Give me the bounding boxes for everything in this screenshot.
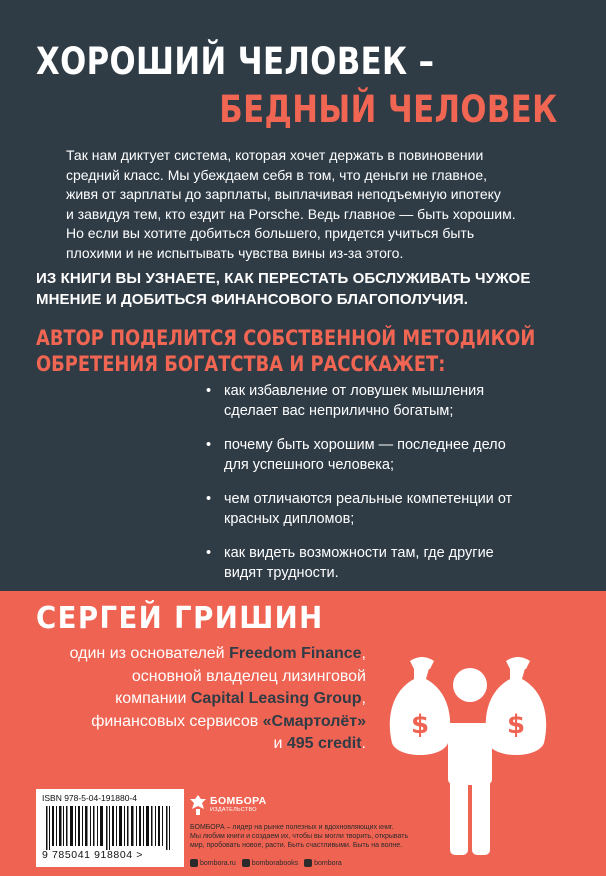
title-line-2: БЕДНЫЙ ЧЕЛОВЕК [219, 88, 558, 131]
intro-line: живя от зарплаты до зарплаты, выплачивая неподъемную ипотеку [66, 186, 501, 202]
bullet-text: для успешного человека; [224, 456, 395, 473]
title-line-1: ХОРОШИЙ ЧЕЛОВЕК – [36, 40, 435, 83]
isbn: ISBN 978-5-04-191880-4 [42, 793, 137, 803]
vk-icon [242, 859, 250, 867]
publisher-socials [190, 859, 342, 867]
learn-line: МНЕНИЕ И ДОБИТЬСЯ ФИНАНСОВОГО БЛАГОПОЛУЧИЯ. [36, 291, 469, 308]
barcode-icon [42, 806, 178, 850]
bullet-item [206, 436, 586, 475]
bullet-text: видят трудности. [224, 564, 339, 581]
social-telegram[interactable] [304, 859, 342, 867]
social-site[interactable] [190, 859, 236, 867]
bio-text: . [361, 735, 366, 752]
author-shares-heading [36, 325, 535, 377]
bio-text: компании [115, 690, 191, 707]
bio-company: 495 credit [286, 735, 362, 752]
learn-statement [36, 268, 596, 310]
dollar-sign: $ [506, 710, 526, 740]
barcode-box [36, 789, 184, 867]
bullet-marker: • [206, 437, 212, 453]
bullet-list [206, 382, 586, 598]
intro-line: Так нам диктует система, которая хочет держать в повиновении [66, 147, 484, 163]
publisher-subtitle: ИЗДАТЕЛЬСТВО [210, 807, 257, 813]
heading-line: АВТОР ПОДЕЛИТСЯ СОБСТВЕННОЙ МЕТОДИКОЙ [36, 326, 536, 350]
bullet-marker: • [206, 383, 212, 399]
intro-line: плохими и не испытывать чувства вины из-за этого. [66, 244, 404, 261]
bio-company: Capital Leasing Group [190, 690, 362, 707]
bullet-text: почему быть хорошим — последнее дело [224, 437, 506, 453]
bullet-marker: • [206, 491, 212, 507]
intro-paragraph [66, 146, 586, 263]
bullet-marker: • [206, 545, 212, 561]
intro-line: и завидуя тем, кто ездит на Porsche. Ведь главное — быть хорошим. [66, 205, 516, 222]
learn-line: ИЗ КНИГИ ВЫ УЗНАЕТЕ, КАК ПЕРЕСТАТЬ ОБСЛУЖИВАТЬ ЧУЖОЕ [36, 270, 531, 287]
author-bio [36, 643, 366, 756]
publisher-name: БОМБОРА [210, 795, 267, 807]
social-label: bombora.ru [200, 859, 236, 867]
bio-text: , [361, 645, 366, 662]
publisher-logo [190, 795, 267, 815]
dollar-sign: $ [410, 710, 430, 740]
social-vk[interactable] [242, 859, 298, 867]
social-label: bomborabooks [251, 859, 299, 867]
globe-icon [190, 859, 198, 867]
bombora-logo-icon [190, 795, 206, 815]
bullet-item [206, 544, 586, 583]
slogan-line: Мы любим книги и создаем их, чтобы вы могли творить, открывать [190, 833, 409, 840]
author-section [0, 591, 606, 876]
author-name: СЕРГЕЙ ГРИШИН [36, 601, 324, 636]
bio-text: финансовых сервисов [91, 712, 263, 730]
intro-line: средний класс. Мы убеждаем себя в том, что деньги не главное, [66, 166, 487, 183]
bio-text: , [361, 690, 366, 707]
barcode-digits: 9 785041 918804 > [42, 849, 143, 861]
telegram-icon [304, 859, 312, 867]
bio-text: один из основателей [69, 645, 230, 662]
bio-text: и [273, 735, 287, 752]
social-label: bombora [314, 859, 342, 867]
bullet-item [206, 382, 586, 421]
slogan-line: БОМБОРА – лидер на рынке полезных и вдохновляющих книг. [190, 824, 394, 831]
bullet-text: чем отличаются реальные компетенции от [224, 491, 513, 507]
publisher-slogan [190, 823, 410, 850]
bio-company: Freedom Finance [229, 645, 362, 662]
bio-text: основной владелец лизинговой [131, 667, 366, 685]
bullet-item [206, 490, 586, 529]
bullet-text: сделает вас неприлично богатым; [224, 402, 454, 419]
intro-line: Но если вы хотите добиться большего, придется учиться быть [66, 225, 475, 241]
bullet-text: как избавление от ловушек мышления [224, 383, 485, 399]
bio-company: «Смартолёт» [262, 712, 366, 730]
slogan-line: мир, пробовать новое, расти. Быть счастливыми. Быть на волне. [190, 842, 403, 849]
bullet-text: красных дипломов; [224, 510, 355, 527]
heading-line: ОБРЕТЕНИЯ БОГАТСТВА И РАССКАЖЕТ: [36, 352, 446, 376]
bullet-text: как видеть возможности там, где другие [224, 545, 494, 561]
